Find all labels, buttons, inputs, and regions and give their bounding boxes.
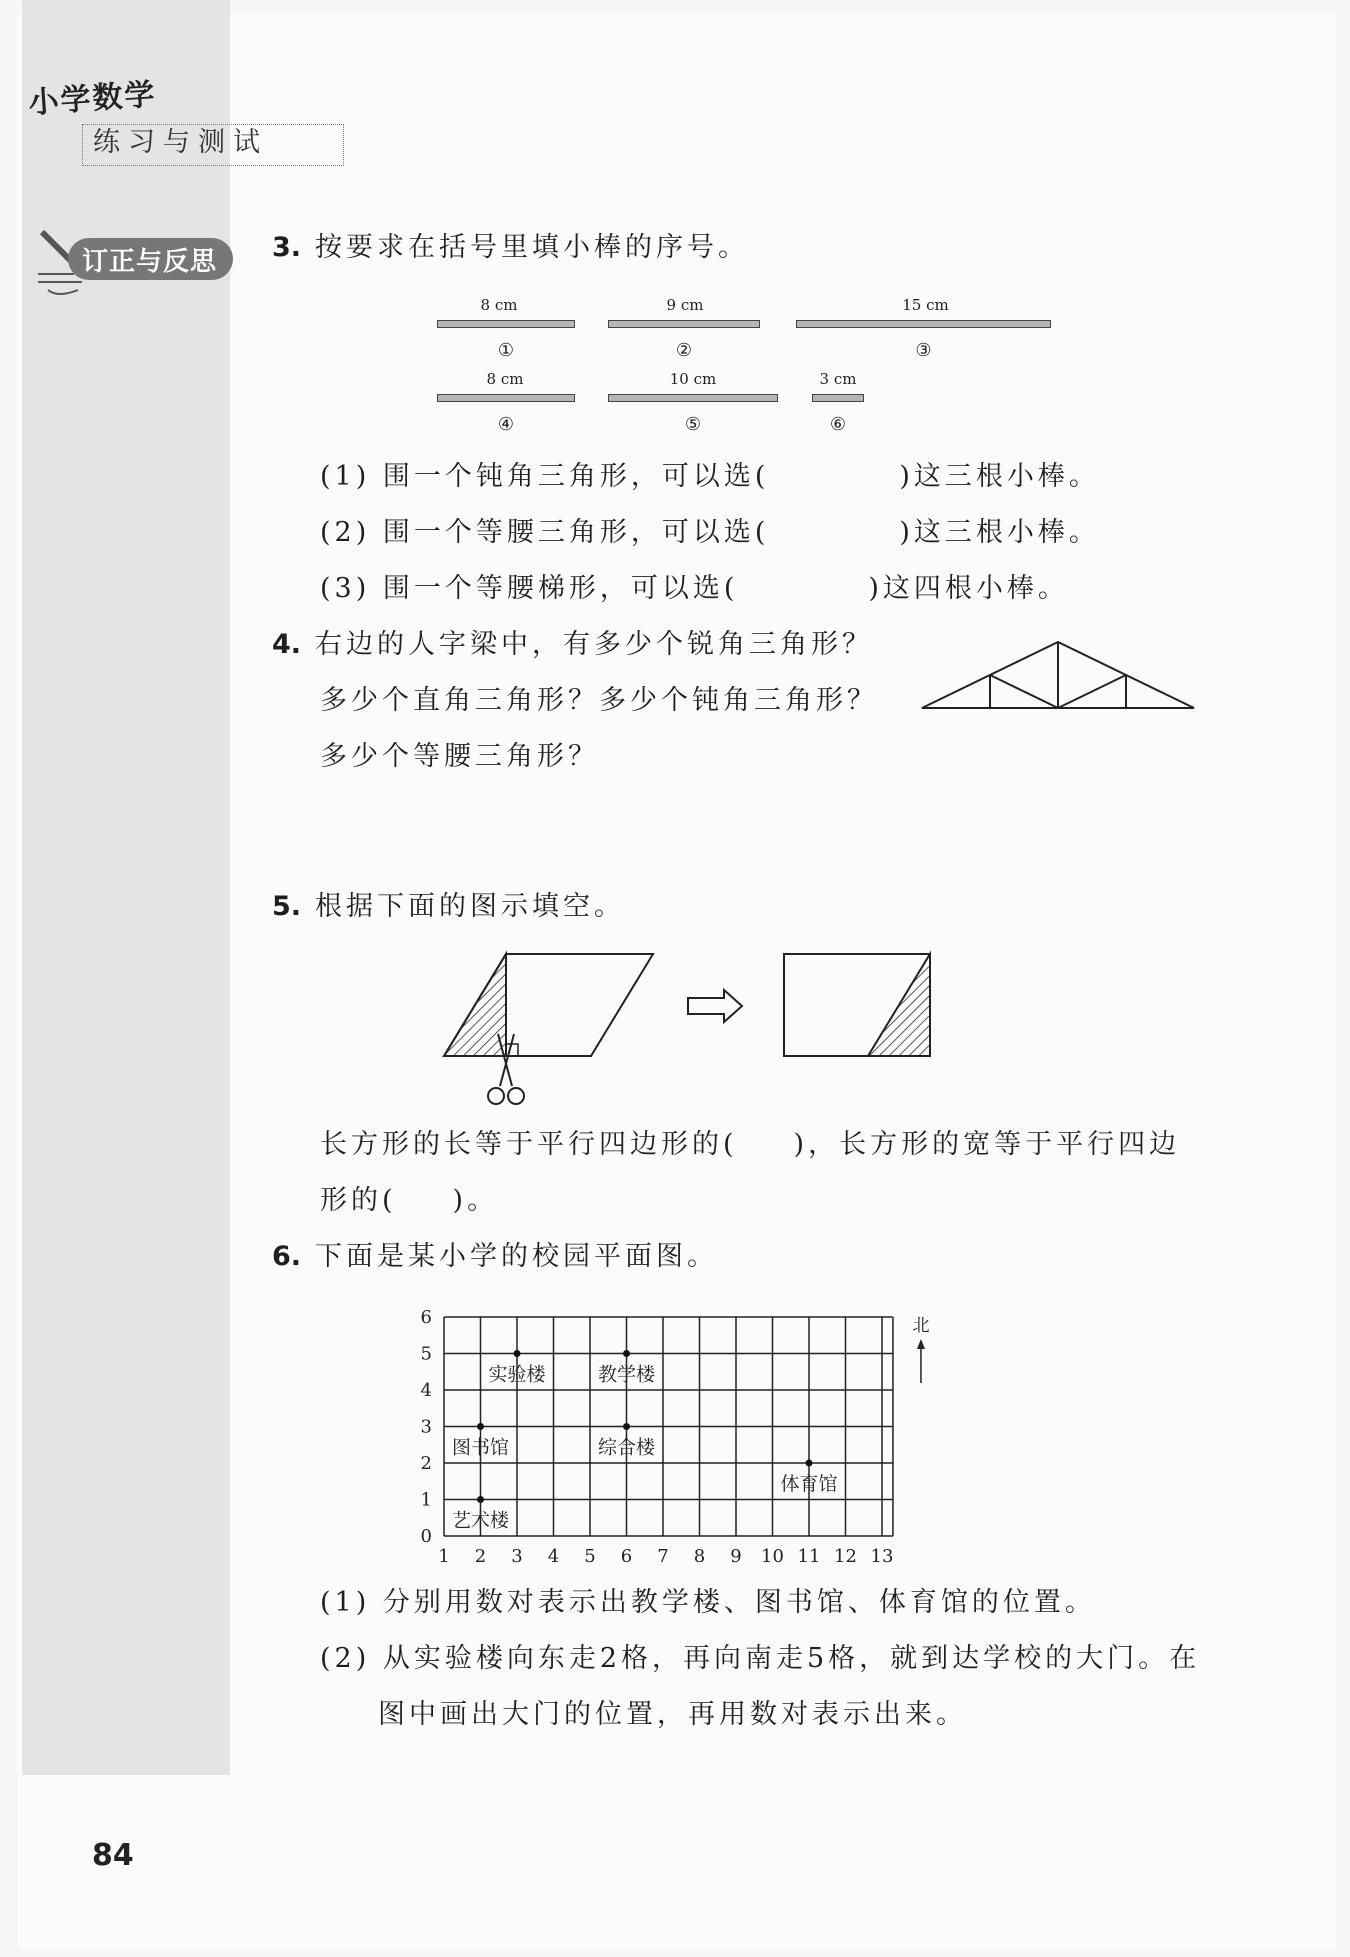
stick-5 (608, 394, 778, 402)
q3-number: 3. (272, 232, 302, 263)
building-label: 实验楼 (488, 1363, 546, 1386)
moved-triangle (868, 954, 930, 1056)
sticks-figure (430, 296, 1070, 436)
correction-badge (38, 228, 238, 298)
building-label: 教学楼 (597, 1363, 656, 1386)
y-tick-label: 0 (420, 1526, 432, 1547)
stick-6-length: 3 cm (819, 370, 857, 388)
stick-2-length: 9 cm (666, 296, 704, 314)
x-tick-label: 2 (474, 1546, 487, 1567)
x-tick-label: 9 (730, 1546, 742, 1567)
q5-fill-2-post: )。 (452, 1185, 499, 1216)
q6-item-2: (2) 从实验楼向东走2格，再向南走5格，就到达学校的大门。在 (320, 1643, 1201, 1674)
x-tick-label: 13 (870, 1546, 894, 1567)
stick-2-index: ② (675, 340, 693, 361)
north-label: 北 (912, 1316, 930, 1336)
q3-item-2-post: )这三根小棒。 (899, 517, 1100, 548)
q4-line-1 (272, 622, 873, 661)
q3-text: 按要求在括号里填小棒的序号。 (315, 232, 750, 263)
building-label: 体育馆 (780, 1473, 838, 1495)
q3-item-3-post: )这四根小棒。 (868, 573, 1069, 604)
stick-6-index: ⑥ (829, 414, 847, 435)
x-tick-label: 4 (547, 1546, 560, 1567)
book-subtitle: 练习与测试 (82, 124, 344, 166)
x-tick-label: 1 (438, 1546, 450, 1567)
y-tick-label: 4 (420, 1380, 432, 1401)
truss-right-brace (1058, 675, 1126, 708)
building-point (623, 1423, 630, 1430)
q5-fill-2-pre: 形的( (320, 1185, 397, 1216)
q5-number: 5. (272, 891, 302, 922)
book-header (27, 77, 268, 158)
building-point (477, 1423, 484, 1430)
building-label: 图书馆 (451, 1436, 510, 1459)
q6-item-1: (1) 分别用数对表示出教学楼、图书馆、体育馆的位置。 (320, 1587, 1096, 1618)
q4-line-2: 多少个直角三角形？多少个钝角三角形？ (320, 685, 878, 716)
x-tick-label: 8 (693, 1546, 706, 1567)
q5-fill-1-post: )，长方形的宽等于平行四边 (793, 1129, 1181, 1160)
q6-item-2-cont: 图中画出大门的位置，再用数对表示出来。 (378, 1699, 967, 1730)
q3-item-1 (320, 454, 1100, 493)
x-tick-label: 3 (511, 1546, 523, 1567)
x-tick-label: 11 (797, 1546, 821, 1567)
truss-left-brace (990, 675, 1058, 708)
stick-3 (796, 320, 1051, 328)
y-tick-label: 6 (420, 1307, 432, 1328)
stick-1-index: ① (497, 340, 515, 361)
stick-4-length: 8 cm (486, 370, 524, 388)
campus-grid-map (410, 1300, 970, 1570)
stick-4 (437, 394, 575, 402)
parallelogram-shape (444, 954, 653, 1056)
right-arrow-icon (688, 990, 742, 1022)
q4-line-3: 多少个等腰三角形？ (320, 741, 599, 772)
stick-6 (812, 394, 864, 402)
stick-4-index: ④ (497, 414, 515, 435)
y-tick-label: 5 (420, 1343, 432, 1365)
q3-prompt (272, 225, 749, 264)
building-label: 艺术楼 (451, 1509, 510, 1532)
building-point (477, 1496, 484, 1503)
q5-fill-1-pre: 长方形的长等于平行四边形的( (320, 1129, 738, 1160)
north-arrowhead-icon (917, 1339, 925, 1349)
parallelogram-cut-figure (440, 950, 940, 1110)
building-point (514, 1350, 521, 1357)
stick-1 (437, 320, 575, 328)
q5-fill-1 (320, 1122, 1180, 1161)
q6-prompt (272, 1234, 718, 1273)
q5-text: 根据下面的图示填空。 (315, 891, 626, 922)
stick-5-index: ⑤ (684, 414, 702, 435)
stick-3-length: 15 cm (902, 296, 949, 314)
x-tick-label: 12 (834, 1546, 857, 1567)
book-brand: 小学数学 (27, 77, 158, 122)
q3-item-2 (320, 510, 1100, 549)
q5-prompt (272, 884, 625, 923)
q3-item-2-pre: (2) 围一个等腰三角形，可以选( (320, 517, 770, 548)
stick-3-index: ③ (915, 340, 932, 361)
page-number: 84 (92, 1838, 134, 1873)
q6-text: 下面是某小学的校园平面图。 (315, 1241, 719, 1272)
rectangle-shape (784, 954, 930, 1056)
x-tick-label: 5 (584, 1546, 596, 1567)
q3-item-3-pre: (3) 围一个等腰梯形，可以选( (320, 573, 739, 604)
building-point (806, 1460, 813, 1467)
building-label: 综合楼 (597, 1436, 656, 1459)
roof-truss-figure (918, 638, 1200, 714)
stick-1-length: 8 cm (480, 296, 518, 314)
x-tick-label: 7 (657, 1546, 669, 1567)
q5-fill-2 (320, 1178, 498, 1217)
y-tick-label: 3 (420, 1416, 432, 1438)
stick-2 (608, 320, 760, 328)
q4-number: 4. (272, 629, 302, 660)
y-tick-label: 1 (420, 1489, 432, 1511)
q4-text-1: 右边的人字梁中，有多少个锐角三角形？ (315, 629, 874, 660)
q6-number: 6. (272, 1241, 302, 1272)
y-tick-label: 2 (420, 1453, 432, 1474)
q3-item-1-pre: (1) 围一个钝角三角形，可以选( (320, 461, 770, 492)
x-tick-label: 6 (620, 1546, 633, 1567)
q3-item-1-post: )这三根小棒。 (899, 461, 1100, 492)
stick-5-length: 10 cm (669, 370, 717, 388)
q3-item-3 (320, 566, 1069, 605)
badge-label: 订正与反思 (82, 247, 218, 277)
building-point (623, 1350, 630, 1357)
x-tick-label: 10 (761, 1546, 784, 1567)
